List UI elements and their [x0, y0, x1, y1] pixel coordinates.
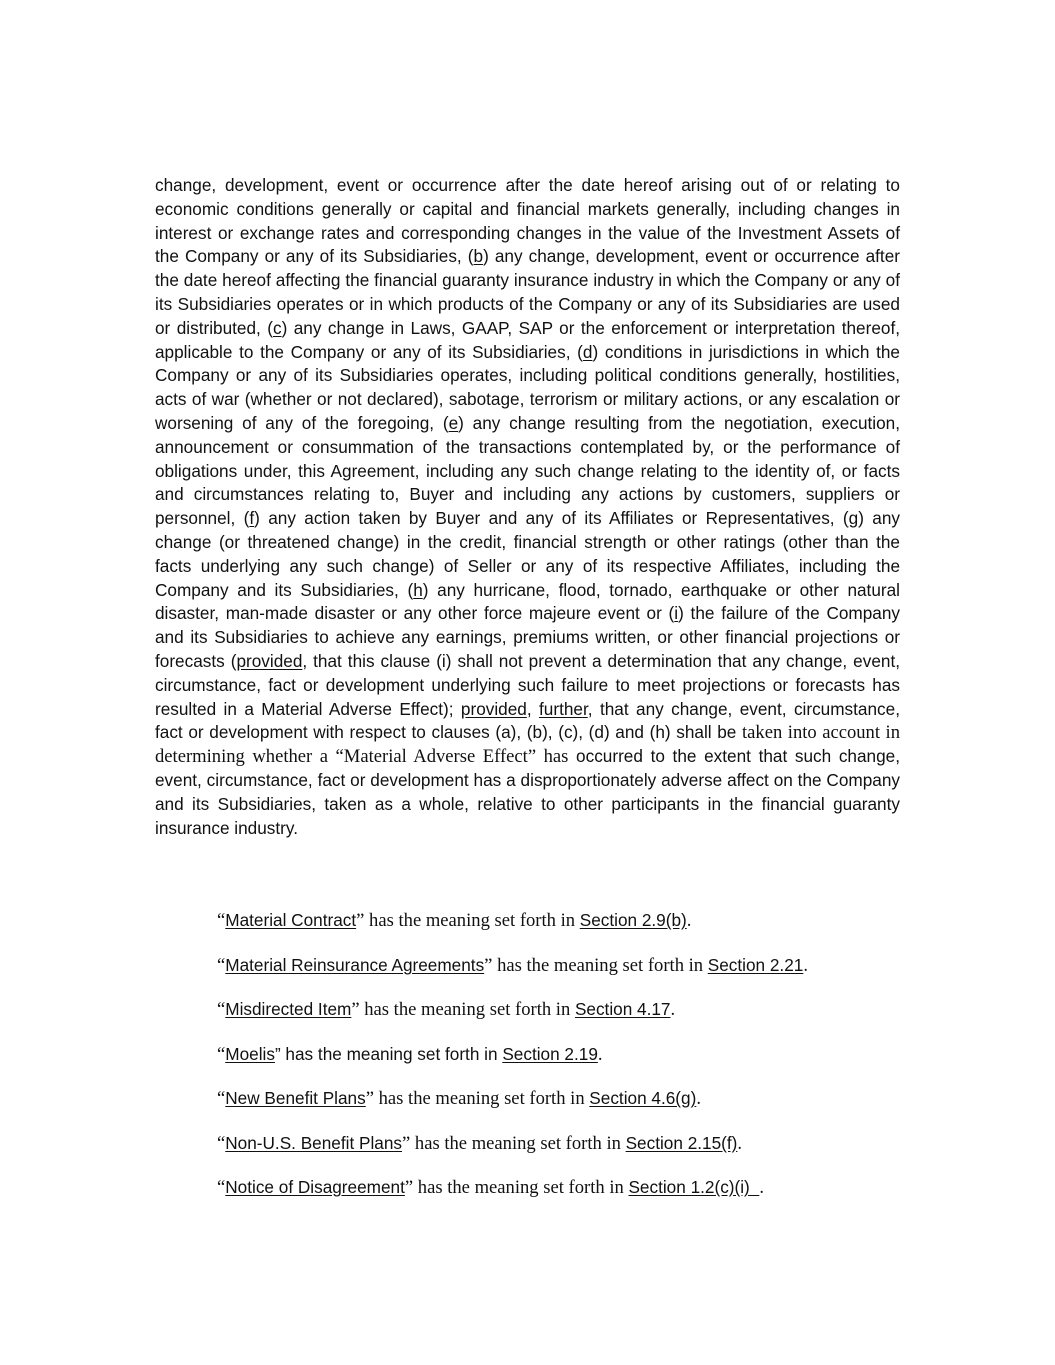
open-quote: “: [217, 999, 226, 1020]
defined-term: New Benefit Plans: [225, 1088, 366, 1108]
clause-marker-i: i: [674, 603, 679, 624]
text-run: ) conditions in jurisdictions in which the Company or any of its Subsidiaries operates, including political conditions generally, hostilities, acts of war (whether or not declared), sabotage, terrorism or military actions, or any escalation or worsening of any of the foregoing, (: [155, 341, 900, 433]
text-run: ) any change resulting from the negotiation, execution, announcement or consummation of the transactions contemplated by, or the performance of obligations under, this Agreement, including any such change relating to the identity of, or facts and circumstances relating to, Buyer and including any actions by customers, suppliers or personnel, (: [155, 412, 901, 529]
text-run: , that this clause (i) shall not prevent a determination that any change, event, circumstance, fact or development underlying such failure to meet projections or forecasts has resulted in a Material Adverse Effect);: [155, 650, 900, 719]
clause-marker-e: e: [448, 412, 459, 433]
text-run: ) any hurricane, flood, tornado, earthquake or other natural disaster, man-made disaster or any other force majeure event or (: [155, 579, 900, 624]
defined-term: Non-U.S. Benefit Plans: [225, 1133, 402, 1153]
period: .: [597, 1044, 603, 1065]
section-reference: Section 4.17: [574, 999, 671, 1019]
definition-text: ” has the meaning set forth in: [356, 910, 580, 931]
text-run: ,: [526, 698, 540, 719]
period: .: [759, 1177, 764, 1198]
section-reference: Section 2.19: [502, 1044, 598, 1064]
text-run: change, development, event or occurrence after the date hereof arising out of or relating to economic conditions generally or capital and financial markets generally, including changes in interest or exchange rates and corresponding changes in the value of the Investment Assets of the Company or any of its Subsidiaries, (: [155, 175, 900, 267]
section-reference: Section 4.6(g): [589, 1088, 697, 1108]
provided-term: provided: [236, 650, 303, 671]
open-quote: “: [217, 1088, 226, 1109]
definition-new-benefit-plans: [217, 1086, 977, 1111]
text-run: ) any change, development, event or occurrence after the date hereof affecting the financial guaranty insurance industry in which the Company or any of its Subsidiaries operates or in which products of the Company or any of its Subsidiaries are used or distributed, (: [155, 246, 900, 338]
period: .: [686, 910, 692, 931]
clause-marker-f: f: [249, 508, 255, 529]
period: .: [737, 1133, 743, 1154]
open-quote: “: [217, 1133, 226, 1154]
definition-text: ” has the meaning set forth in: [274, 1044, 503, 1064]
definition-text: ” has the meaning set forth in: [484, 955, 708, 976]
text-run: ) any change (or threatened change) in the credit, financial strength or other ratings (other than the facts underlying any such change) of Seller or any of its respective Affiliates, including the Company and its Subsidiaries, (: [155, 508, 901, 600]
defined-term: Notice of Disagreement: [225, 1177, 405, 1197]
text-run-serif: taken into account in determining whether a “Material Adverse Effect” has: [155, 722, 900, 768]
definition-moelis: [217, 1042, 977, 1067]
text-run: occurred to the extent that such change, event, circumstance, fact or development has a disproportionately adverse affect on the Company and its Subsidiaries, taken as a whole, relative to other participants in the financial guaranty insurance industry.: [155, 746, 901, 838]
section-reference: Section 1.2(c)(i): [628, 1177, 760, 1197]
text-run: ) any action taken by Buyer and any of its Affiliates or Representatives, (: [254, 508, 849, 529]
clause-marker-h: h: [413, 579, 423, 600]
section-reference: Section 2.15(f): [625, 1133, 738, 1153]
section-reference: Section 2.9(b): [579, 910, 687, 930]
period: .: [803, 955, 808, 976]
clause-marker-g: g: [848, 508, 859, 529]
definition-material-contract: [217, 908, 977, 933]
defined-term: Material Reinsurance Agreements: [225, 955, 485, 975]
definition-notice-of-disagreement: [217, 1175, 977, 1200]
definition-material-reinsurance-agreements: [217, 953, 977, 978]
defined-term: Moelis: [225, 1044, 275, 1064]
further-term: further: [539, 698, 588, 719]
period: .: [696, 1088, 701, 1109]
open-quote: “: [217, 1044, 226, 1065]
mae-definition-paragraph: [155, 174, 900, 840]
open-quote: “: [217, 955, 226, 976]
definition-misdirected-item: [217, 997, 977, 1022]
clause-marker-d: d: [582, 341, 593, 362]
text-run: ) the failure of the Company and its Subsidiaries to achieve any earnings, premiums written, or other financial projections or forecasts (: [155, 603, 901, 671]
text-run: ) any change in Laws, GAAP, SAP or the enforcement or interpretation thereof, applicable to the Company or any of its Subsidiaries, (: [155, 317, 900, 362]
defined-term: Material Contract: [225, 910, 357, 930]
definition-text: ” has the meaning set forth in: [404, 1177, 629, 1198]
definition-text: ” has the meaning set forth in: [402, 1133, 626, 1154]
period: .: [670, 999, 676, 1020]
provided-term: provided: [460, 698, 527, 719]
definition-text: ” has the meaning set forth in: [365, 1088, 590, 1109]
definition-non-us-benefit-plans: [217, 1131, 977, 1156]
section-reference: Section 2.21: [707, 955, 804, 975]
defined-term: Misdirected Item: [225, 999, 352, 1019]
open-quote: “: [217, 1177, 226, 1198]
open-quote: “: [217, 910, 226, 931]
clause-marker-c: c: [272, 317, 282, 338]
definition-text: ” has the meaning set forth in: [351, 999, 575, 1020]
text-run: , that any change, event, circumstance, fact or development with respect to clauses (a), (b), (c), (d) and (h) shall be: [155, 698, 900, 743]
clause-marker-b: b: [473, 246, 484, 267]
